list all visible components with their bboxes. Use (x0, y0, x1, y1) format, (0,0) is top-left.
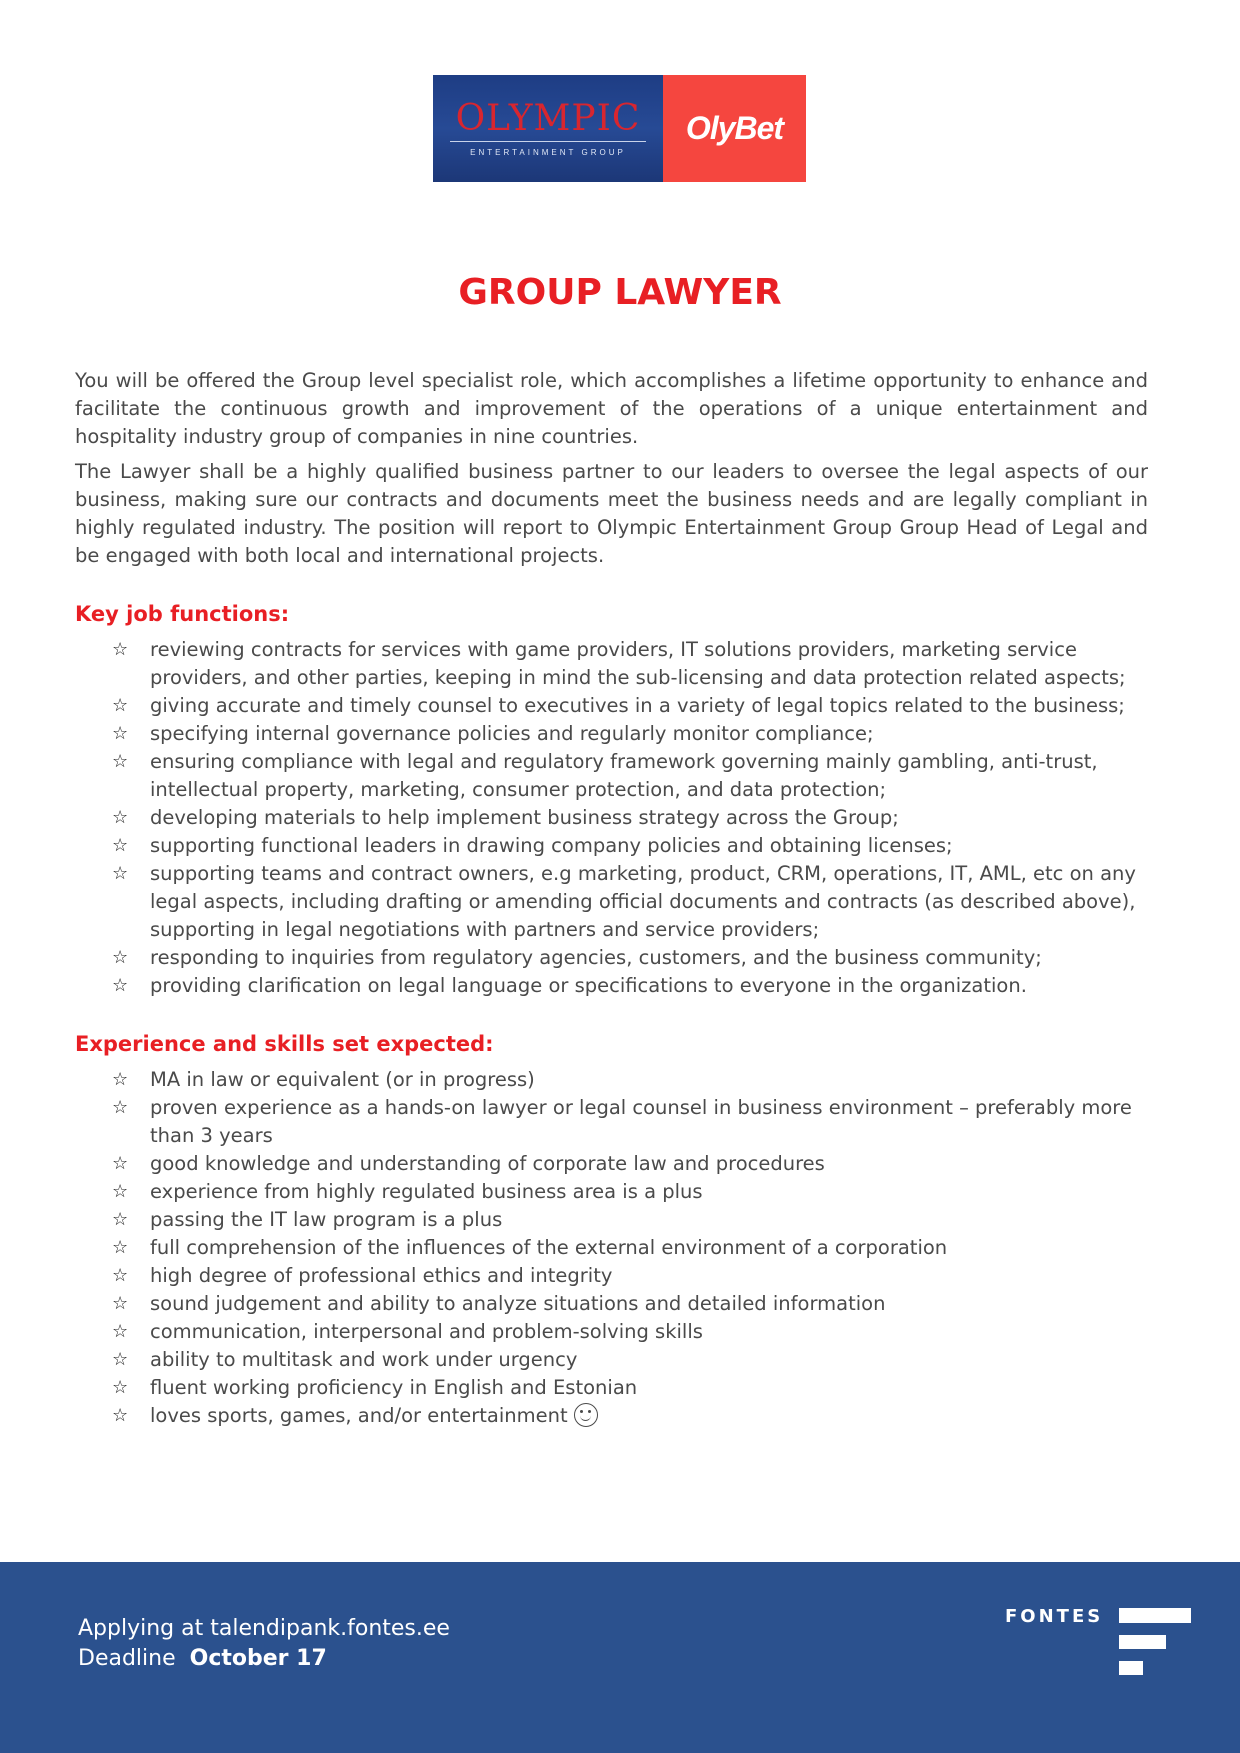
list-item: ☆ loves sports, games, and/or entertainment (75, 1402, 1148, 1430)
star-outline-icon: ☆ (112, 975, 129, 996)
star-outline-icon: ☆ (112, 1405, 129, 1426)
list-item: ☆ giving accurate and timely counsel to executives in a variety of legal topics related to the business; (75, 692, 1148, 720)
star-outline-icon: ☆ (112, 1237, 129, 1258)
star-outline-icon: ☆ (112, 723, 129, 744)
intro-paragraph-2: The Lawyer shall be a highly qualified business partner to our leaders to oversee the legal aspects of our business, making sure our contracts and documents meet the business needs and are legally compliant in highly regulated industry. The position will report to Olympic Entertainment Group Group Head of Legal and be engaged with both local and international projects. (75, 460, 1148, 567)
key-functions-heading: Key job functions: (75, 602, 290, 626)
star-outline-icon: ☆ (112, 807, 129, 828)
list-item: ☆ developing materials to help implement business strategy across the Group; (75, 804, 1148, 832)
list-item: ☆ specifying internal governance policies and regularly monitor compliance; (75, 720, 1148, 748)
key-functions-list (75, 636, 1148, 1000)
deadline-line (78, 1644, 450, 1674)
olympic-logo-word: OLYMPIC (450, 100, 647, 142)
list-item: ☆ providing clarification on legal language or specifications to everyone in the organization. (75, 972, 1148, 1000)
experience-heading: Experience and skills set expected: (75, 1032, 494, 1056)
deadline-label: Deadline (78, 1646, 176, 1671)
smiling-face-icon (574, 1403, 598, 1427)
header-logos (433, 75, 806, 182)
page-title: GROUP LAWYER (458, 272, 782, 313)
star-outline-icon: ☆ (112, 1349, 129, 1370)
star-outline-icon: ☆ (112, 751, 129, 772)
olympic-logo-subtitle: ENTERTAINMENT GROUP (470, 148, 626, 157)
footer-banner (0, 1562, 1240, 1753)
list-item: ☆ good knowledge and understanding of corporate law and procedures (75, 1150, 1148, 1178)
list-item: ☆ supporting teams and contract owners, e.g marketing, product, CRM, operations, IT, AML, etc on any legal aspects, including drafting or amending official documents and contracts (as described above), supporting in legal negotiations with partners and service providers; (112, 862, 1136, 941)
star-outline-icon: ☆ (112, 863, 129, 884)
experience-list (75, 1066, 1148, 1430)
star-outline-icon: ☆ (112, 1181, 129, 1202)
star-outline-icon: ☆ (112, 947, 129, 968)
deadline-value: October 17 (189, 1646, 327, 1671)
list-item: ☆ fluent working proficiency in English and Estonian (75, 1374, 1148, 1402)
star-outline-icon: ☆ (112, 1069, 129, 1090)
star-outline-icon: ☆ (112, 1209, 129, 1230)
list-item: ☆ supporting functional leaders in drawing company policies and obtaining licenses; (75, 832, 1148, 860)
list-item: ☆ communication, interpersonal and problem-solving skills (75, 1318, 1148, 1346)
star-outline-icon: ☆ (112, 639, 129, 660)
fontes-logo-bar-icon (1119, 1635, 1166, 1649)
olympic-logo (433, 75, 663, 182)
olybet-logo: OlyBet (663, 75, 806, 182)
intro-paragraph-1: You will be offered the Group level specialist role, which accomplishes a lifetime opportunity to enhance and facilitate the continuous growth and improvement of the operations of a unique entertainment and hospitality industry group of companies in nine countries. (75, 369, 1148, 448)
list-item: ☆ MA in law or equivalent (or in progress) (75, 1066, 1148, 1094)
list-item: ☆ sound judgement and ability to analyze situations and detailed information (75, 1290, 1148, 1318)
main-content (75, 367, 1148, 1430)
star-outline-icon: ☆ (112, 1265, 129, 1286)
fontes-logo-bar-icon (1119, 1608, 1191, 1623)
fontes-logo-text: FONTES (1005, 1606, 1104, 1627)
star-outline-icon: ☆ (112, 1377, 129, 1398)
list-item: ☆ experience from highly regulated business area is a plus (75, 1178, 1148, 1206)
star-outline-icon: ☆ (112, 835, 129, 856)
list-item: ☆ ensuring compliance with legal and regulatory framework governing mainly gambling, anti-trust, intellectual property, marketing, consumer protection, and data protection; (112, 750, 1098, 801)
list-item: ☆ reviewing contracts for services with game providers, IT solutions providers, marketing service providers, and other parties, keeping in mind the sub-licensing and data protection related aspects; (112, 638, 1126, 689)
star-outline-icon: ☆ (112, 1097, 129, 1118)
fontes-logo-bar-icon (1119, 1661, 1143, 1675)
list-item: ☆ full comprehension of the influences of the external environment of a corporation (75, 1234, 1148, 1262)
apply-link-text[interactable]: Applying at talendipank.fontes.ee (78, 1616, 450, 1641)
star-outline-icon: ☆ (112, 695, 129, 716)
list-item: ☆ proven experience as a hands-on lawyer or legal counsel in business environment – preferably more than 3 years (112, 1096, 1132, 1147)
list-item: ☆ high degree of professional ethics and integrity (75, 1262, 1148, 1290)
application-info (78, 1614, 450, 1674)
star-outline-icon: ☆ (112, 1293, 129, 1314)
list-item: ☆ passing the IT law program is a plus (75, 1206, 1148, 1234)
star-outline-icon: ☆ (112, 1321, 129, 1342)
list-item: ☆ responding to inquiries from regulatory agencies, customers, and the business community; (75, 944, 1148, 972)
list-item: ☆ ability to multitask and work under urgency (75, 1346, 1148, 1374)
star-outline-icon: ☆ (112, 1153, 129, 1174)
